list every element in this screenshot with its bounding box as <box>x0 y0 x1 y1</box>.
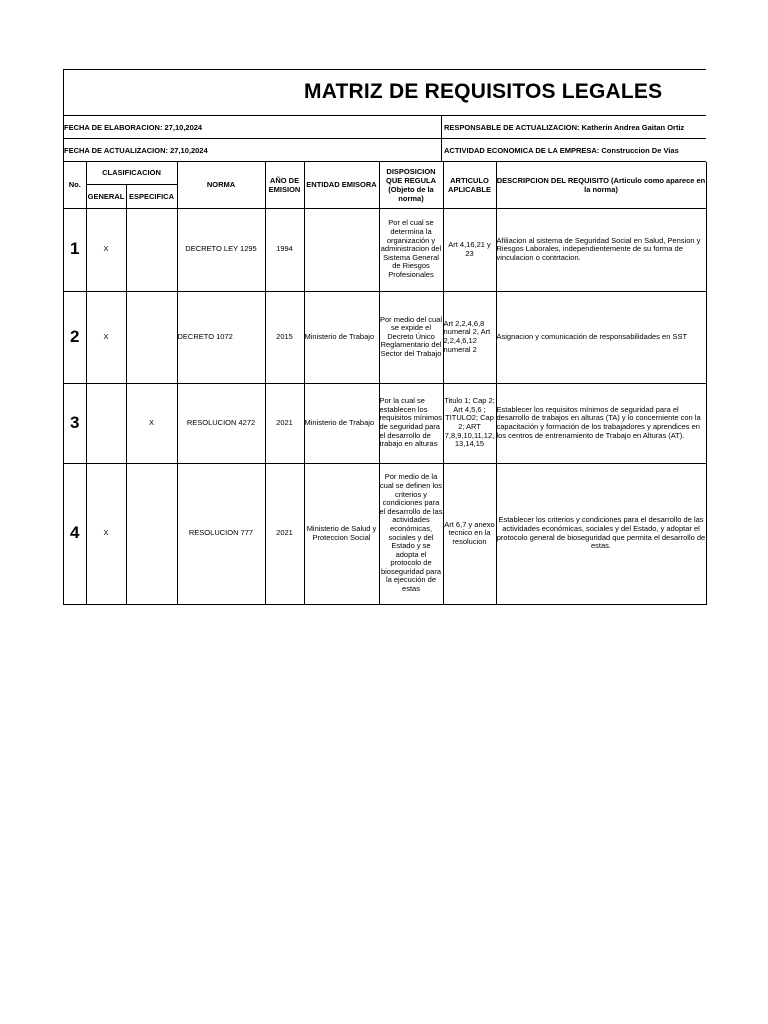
anio-cell: 1994 <box>265 208 304 291</box>
norma-cell: RESOLUCION 4272 <box>177 383 265 463</box>
norma-cell: DECRETO LEY 1295 <box>177 208 265 291</box>
articulo-cell: Art 4,16,21 y 23 <box>443 208 496 291</box>
fecha-elaboracion: FECHA DE ELABORACION: 27,10,2024 <box>64 116 442 138</box>
articulo-cell: Art 2,2,4,6,8 numeral 2, Art 2,2,4,6,12 numeral 2 <box>443 291 496 383</box>
row-number: 3 <box>64 383 86 463</box>
row-number: 1 <box>64 208 86 291</box>
descripcion-cell: Establecer los criterios y condiciones para el desarrollo de las actividades económicas, sociales y del Estado, y adoptar el protocolo general de bioseguridad que permita el desarrollo de estas. <box>496 463 706 604</box>
general-cell: X <box>86 208 126 291</box>
info-row-1 <box>64 116 706 139</box>
table-row <box>64 383 706 463</box>
row-number: 4 <box>64 463 86 604</box>
disposicion-cell: Por la cual se establecen los requisitos mínimos de seguridad para el desarrollo de trabajo en alturas <box>379 383 443 463</box>
articulo-cell: Art 6,7 y anexo tecnico en la resolucion <box>443 463 496 604</box>
especifica-cell <box>126 463 177 604</box>
info-row-2 <box>64 139 706 162</box>
table-row <box>64 208 706 291</box>
especifica-cell <box>126 291 177 383</box>
header-norma: NORMA <box>177 162 265 208</box>
header-disposicion: DISPOSICION QUE REGULA (Objeto de la norma) <box>379 162 443 208</box>
disposicion-cell: Por medio de la cual se definen los criterios y condiciones para el desarrollo de las actividades económicas, sociales y del Estado y se adopta el protocolo de bioseguridad para la ejecución de estas <box>379 463 443 604</box>
norma-cell: DECRETO 1072 <box>177 291 265 383</box>
anio-cell: 2021 <box>265 463 304 604</box>
general-cell: X <box>86 463 126 604</box>
disposicion-cell: Por medio del cual se expide el Decreto Único Reglamentario del Sector del Trabajo <box>379 291 443 383</box>
norma-cell: RESOLUCION 777 <box>177 463 265 604</box>
page-title: MATRIZ DE REQUISITOS LEGALES <box>304 80 663 103</box>
descripcion-cell: Establecer los requisitos mínimos de seguridad para el desarrollo de trabajos en alturas (TA) y lo concerniente con la capacitación y formación de los trabajadores y aprendices en los centros de entrenamiento de Trabajo en Alturas (AT). <box>496 383 706 463</box>
header-anio: AÑO DE EMISION <box>265 162 304 208</box>
entidad-cell <box>304 208 379 291</box>
especifica-cell <box>126 208 177 291</box>
row-number: 2 <box>64 291 86 383</box>
general-cell: X <box>86 291 126 383</box>
requirements-table <box>64 162 707 605</box>
especifica-cell: X <box>126 383 177 463</box>
legal-requirements-sheet <box>63 69 706 605</box>
anio-cell: 2015 <box>265 291 304 383</box>
header-especifica: ESPECIFICA <box>126 184 177 208</box>
entidad-cell: Ministerio de Trabajo <box>304 291 379 383</box>
header-descripcion: DESCRIPCION DEL REQUISITO (Articulo como aparece en la norma) <box>496 162 706 208</box>
disposicion-cell: Por el cual se determina la organización y administracion del Sistema General de Riesgos Profesionales <box>379 208 443 291</box>
anio-cell: 2021 <box>265 383 304 463</box>
header-entidad: ENTIDAD EMISORA <box>304 162 379 208</box>
table-row <box>64 463 706 604</box>
actividad-economica: ACTIVIDAD ECONOMICA DE LA EMPRESA: Construccion De Vias <box>444 145 679 155</box>
descripcion-cell: Afiliacion al sistema de Seguridad Social en Salud, Pension y Riesgos Laborales, independientemente de su forma de vinculacion o contrtacion. <box>496 208 706 291</box>
fecha-actualizacion: FECHA DE ACTUALIZACION: 27,10,2024 <box>64 139 442 161</box>
header-articulo: ARTICULO APLICABLE <box>443 162 496 208</box>
entidad-cell: Ministerio de Salud y Proteccion Social <box>304 463 379 604</box>
general-cell <box>86 383 126 463</box>
header-clasificacion: CLASIFICACION <box>86 162 177 184</box>
header-general: GENERAL <box>86 184 126 208</box>
header-no: No. <box>64 162 86 208</box>
entidad-cell: Ministerio de Trabajo <box>304 383 379 463</box>
table-row <box>64 291 706 383</box>
title-row <box>64 70 706 116</box>
articulo-cell: Titulo 1; Cap 2; Art 4,5,6 ; TITULO2; Cap 2; ART 7,8,9,10,11,12, 13,14,15 <box>443 383 496 463</box>
responsable-actualizacion: RESPONSABLE DE ACTUALIZACION: Katherin Andrea Gaitan Ortiz <box>444 122 685 132</box>
descripcion-cell: Asignacion y comunicación de responsabilidades en SST <box>496 291 706 383</box>
